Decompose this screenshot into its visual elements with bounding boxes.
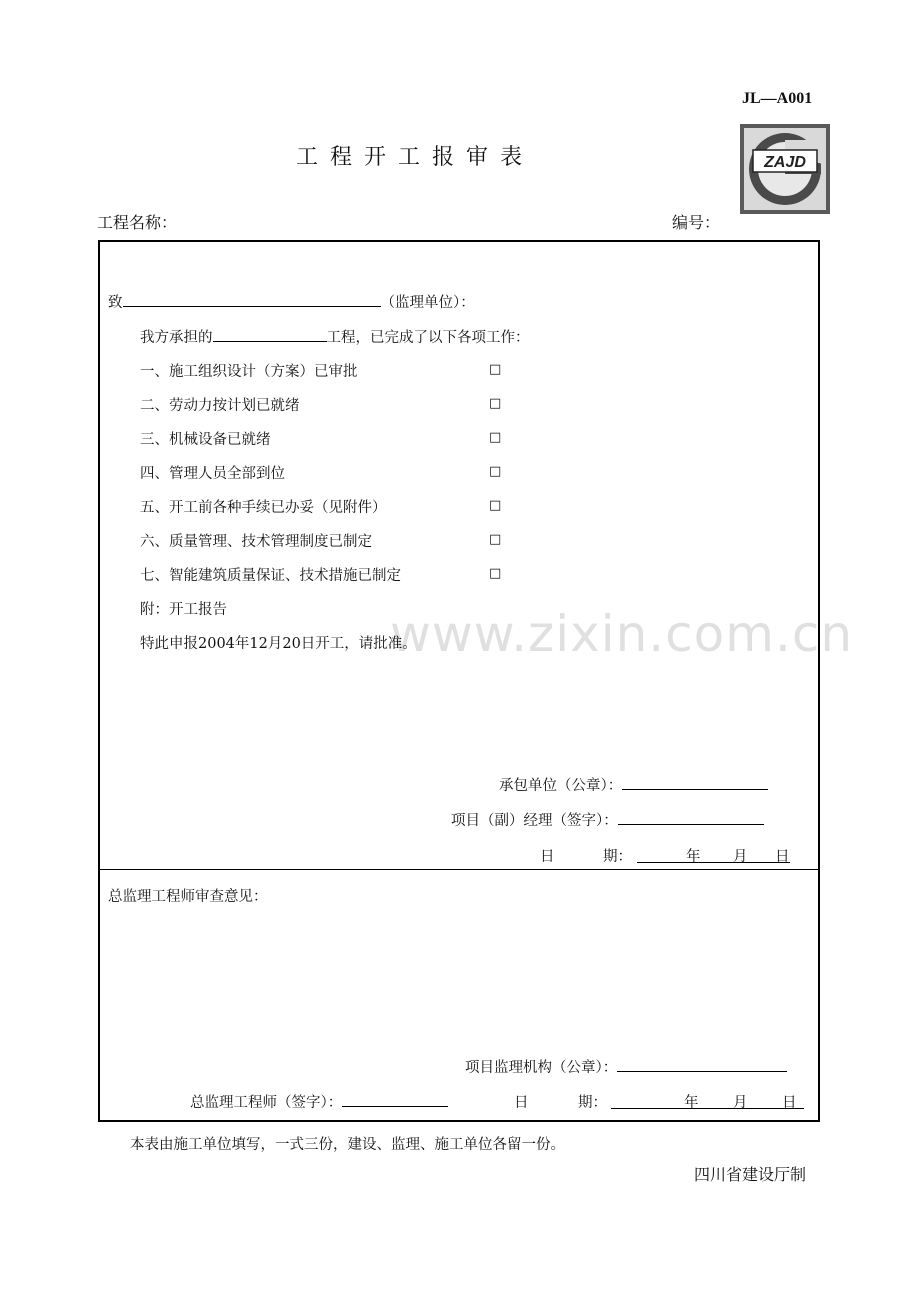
- item-5-checkbox[interactable]: □: [489, 498, 502, 513]
- intro-prefix: 我方承担的: [140, 330, 213, 346]
- contractor-seal-field[interactable]: [622, 775, 768, 790]
- declaration: 特此申报2004年12月20日开工，请批准。: [140, 636, 417, 652]
- item-4-checkbox[interactable]: □: [489, 464, 502, 479]
- footer-note: 本表由施工单位填写，一式三份，建设、监理、施工单位各留一份。: [130, 1137, 565, 1153]
- project-name-label: 工程名称：: [97, 213, 178, 232]
- application-date-field[interactable]: [637, 845, 790, 863]
- application-day-label: 日: [775, 849, 790, 865]
- chief-engineer-signature-field[interactable]: [342, 1092, 448, 1107]
- item-2: 二、劳动力按计划已就绪: [140, 398, 300, 414]
- recipient-prefix: 致: [108, 295, 123, 311]
- review-day-label: 日: [782, 1095, 797, 1111]
- review-opinion-label: 总监理工程师审查意见：: [108, 889, 268, 905]
- review-opinion-area[interactable]: [110, 910, 810, 1040]
- zajd-logo: [740, 124, 830, 214]
- item-6-checkbox[interactable]: □: [489, 532, 502, 547]
- contractor-label: 承包单位（公章）：: [499, 778, 623, 794]
- item-5: 五、开工前各种手续已办妥（见附件）: [140, 500, 387, 516]
- intro-suffix: 工程，已完成了以下各项工作：: [326, 330, 530, 346]
- chief-engineer-label: 总监理工程师（签字）：: [190, 1095, 343, 1111]
- supervision-unit-field[interactable]: [123, 292, 381, 307]
- review-month-label: 月: [733, 1095, 748, 1111]
- supervision-org-field[interactable]: [617, 1057, 787, 1072]
- watermark: www.zixin.com.cn: [390, 605, 854, 663]
- page-title: 工程开工报审表: [296, 145, 535, 170]
- supervision-org-line: [465, 1056, 787, 1077]
- item-1-checkbox[interactable]: □: [489, 362, 502, 377]
- issuer: 四川省建设厅制: [694, 1165, 807, 1184]
- application-date-label-2: 期：: [603, 849, 632, 865]
- item-3: 三、机械设备已就绪: [140, 432, 271, 448]
- item-7: 七、智能建筑质量保证、技术措施已制定: [140, 568, 401, 584]
- intro-line: [140, 326, 530, 347]
- supervision-org-label: 项目监理机构（公章）：: [465, 1060, 618, 1076]
- manager-signature-line: [451, 809, 764, 830]
- recipient-line: [108, 291, 475, 312]
- item-4: 四、管理人员全部到位: [140, 466, 285, 482]
- item-6: 六、质量管理、技术管理制度已制定: [140, 534, 372, 550]
- project-field[interactable]: [213, 327, 327, 342]
- application-year-label: 年: [686, 849, 701, 865]
- attachment-note: 附：开工报告: [140, 602, 227, 618]
- item-2-checkbox[interactable]: □: [489, 396, 502, 411]
- review-year-label: 年: [684, 1095, 699, 1111]
- manager-signature-field[interactable]: [618, 810, 764, 825]
- section-divider: [98, 869, 820, 870]
- review-date-field[interactable]: [611, 1091, 804, 1109]
- number-label: 编号：: [672, 213, 721, 232]
- recipient-suffix: （监理单位）：: [380, 295, 475, 311]
- review-date-label-1: 日: [514, 1095, 529, 1111]
- logo-text: ZAJD: [764, 154, 806, 171]
- item-1: 一、施工组织设计（方案）已审批: [140, 364, 358, 380]
- item-3-checkbox[interactable]: □: [489, 430, 502, 445]
- contractor-seal-line: [499, 774, 768, 795]
- item-7-checkbox[interactable]: □: [489, 566, 502, 581]
- manager-label: 项目（副）经理（签字）：: [451, 813, 618, 829]
- review-date-label-2: 期：: [578, 1095, 607, 1111]
- chief-engineer-line: [190, 1091, 448, 1112]
- form-code: JL—A001: [742, 90, 813, 107]
- application-month-label: 月: [733, 849, 748, 865]
- application-date-label-1: 日: [540, 849, 555, 865]
